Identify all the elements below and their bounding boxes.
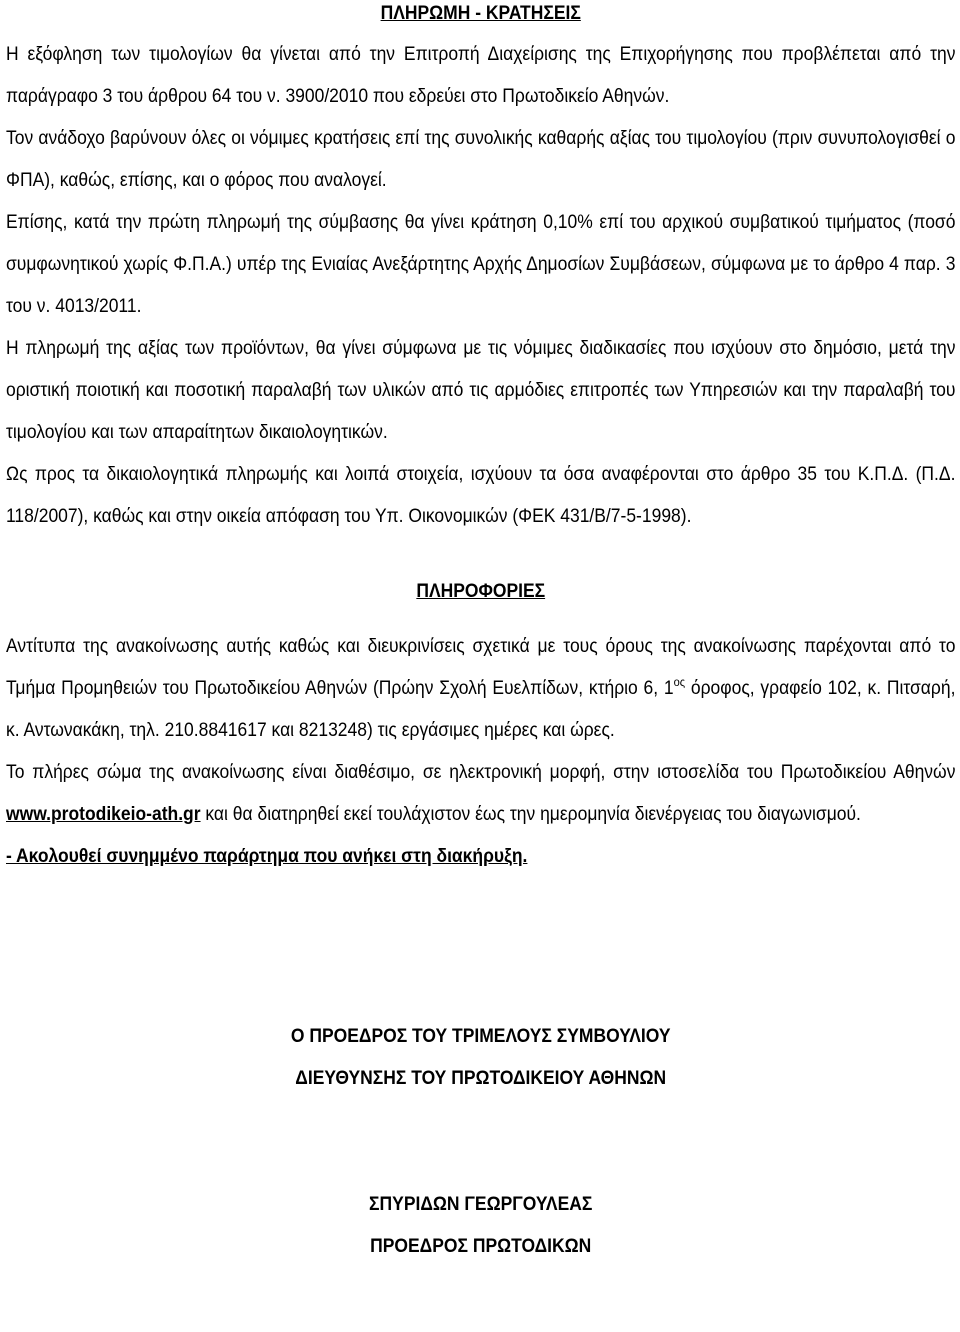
info-paragraph-1-text-b: όροφος, γραφείο 102, κ. Πιτσαρή, κ. Αντωνακάκη, τηλ. 210.8841617 και 8213248) τις εργάσιμες ημέρες και ώρες. [6,678,956,741]
payments-paragraph-4: Η πληρωμή της αξίας των προϊόντων, θα γίνει σύμφωνα με τις νόμιμες διαδικασίες που ισχύουν στο δημόσιο, μετά την οριστική ποιοτική και ποσοτική παραλαβή των υλικών από τις αρμόδιες επιτροπές των Υπηρεσιών και την παραλαβή του τιμολογίου και των απαραίτητων δικαιολογητικών. [6,338,956,443]
document-page [6,0,955,1268]
payments-paragraph-1: Η εξόφληση των τιμολογίων θα γίνεται από την Επιτροπή Διαχείρισης της Επιχορήγησης που προβλέπεται από την παράγραφο 3 του άρθρου 64 του ν. 3900/2010 που εδρεύει στο Πρωτοδικείο Αθηνών. [6,44,956,107]
payments-paragraph-5: Ως προς τα δικαιολογητικά πληρωμής και λοιπά στοιχεία, ισχύουν τα όσα αναφέρονται στο άρθρο 35 του Κ.Π.Δ. (Π.Δ. 118/2007), καθώς και στην οικεία απόφαση του Υπ. Οικονομικών (ΦΕΚ 431/Β/7-5-1998). [6,464,956,527]
signatory-name: ΣΠΥΡΙΔΩΝ ΓΕΩΡΓΟΥΛΕΑΣ [369,1194,593,1215]
website-link[interactable]: www.protodikeio-ath.gr [6,804,201,825]
payments-paragraph-3: Επίσης, κατά την πρώτη πληρωμή της σύμβασης θα γίνει κράτηση 0,10% επί του αρχικού συμβατικού τιμήματος (ποσό συμφωνητικού χωρίς Φ.Π.Α.) υπέρ της Ενιαίας Ανεξάρτητης Αρχής Δημοσίων Συμβάσεων, σύμφωνα με το άρθρο 4 παρ. 3 του ν. 4013/2011. [6,212,956,317]
info-paragraph-2-text-b: και θα διατηρηθεί εκεί τουλάχιστον έως την ημερομηνία διενέργειας του διαγωνισμού. [200,804,861,825]
ordinal-superscript: ος [673,675,686,689]
attachment-note: - Ακολουθεί συνημμένο παράρτημα που ανήκει στη διακήρυξη. [6,846,528,867]
signature-title-line-1: Ο ΠΡΟΕΔΡΟΣ ΤΟΥ ΤΡΙΜΕΛΟΥΣ ΣΥΜΒΟΥΛΙΟΥ [290,1026,671,1047]
info-paragraph-1-text-a: Αντίτυπα της ανακοίνωσης αυτής καθώς και διευκρινίσεις σχετικά με τους όρους της ανακοίνωσης παρέχονται από το Τμήμα Προμηθειών του Πρωτοδικείου Αθηνών (Πρώην Σχολή Ευελπίδων, κτήριο 6, 1 [6,636,956,699]
info-paragraph-2 [6,752,955,836]
payments-heading: ΠΛΗΡΩΜΗ - ΚΡΑΤΗΣΕΙΣ [380,3,581,24]
info-paragraph-1 [6,626,955,752]
signatory-title: ΠΡΟΕΔΡΟΣ ΠΡΩΤΟΔΙΚΩΝ [370,1236,592,1257]
payments-paragraph-2: Τον ανάδοχο βαρύνουν όλες οι νόμιμες κρατήσεις επί της συνολικής καθαρής αξίας του τιμολογίου (πριν συνυπολογισθεί ο ΦΠΑ), καθώς, επίσης, και ο φόρος που αναλογεί. [6,128,956,191]
info-paragraph-2-text-a: Το πλήρες σώμα της ανακοίνωσης είναι διαθέσιμο, σε ηλεκτρονική μορφή, στην ιστοσελίδα του Πρωτοδικείου Αθηνών [6,762,956,783]
signature-block [6,1016,955,1268]
info-heading: ΠΛΗΡΟΦΟΡΙΕΣ [416,581,546,602]
signature-title-line-2: ΔΙΕΥΘΥΝΣΗΣ ΤΟΥ ΠΡΩΤΟΔΙΚΕΙΟΥ ΑΘΗΝΩΝ [295,1068,667,1089]
